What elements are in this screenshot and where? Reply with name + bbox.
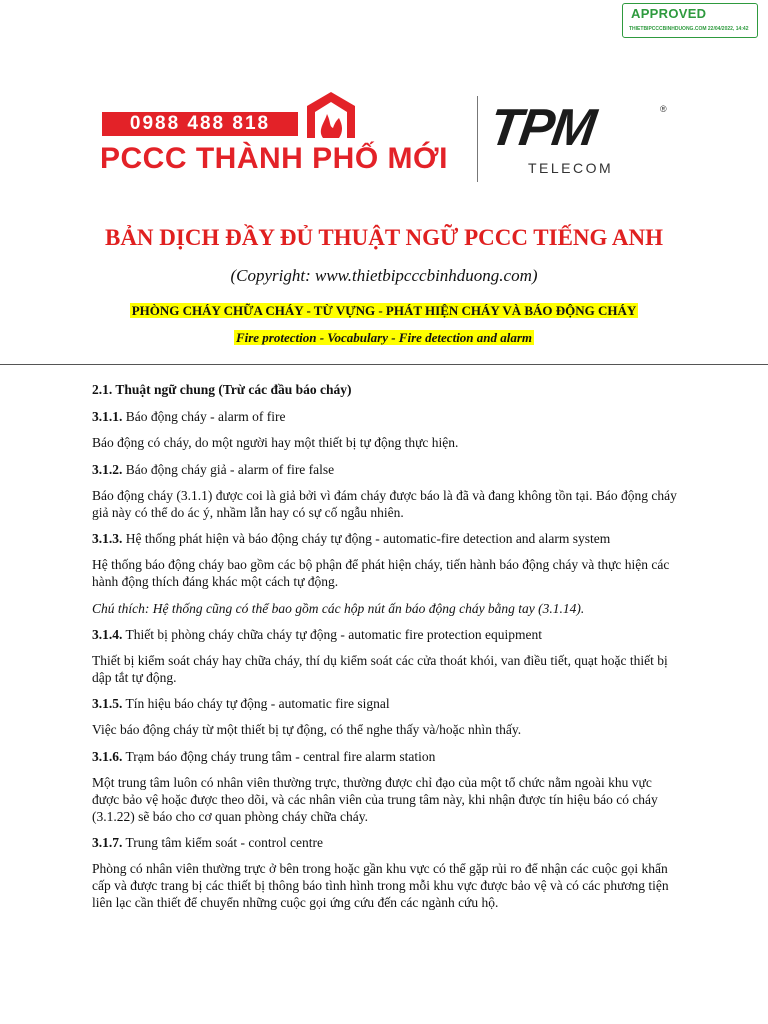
definition-3-1-4: Thiết bị kiểm soát cháy hay chữa cháy, thí dụ kiểm soát các cửa thoát khói, van điều tiết, quạt hoặc thiết bị dập tắt tự động.: [92, 653, 668, 685]
term-3-1-5: [92, 695, 680, 712]
definition-3-1-3: Hệ thống báo động cháy bao gồm các bộ phận để phát hiện cháy, tiến hành báo động cháy và thực hiện các hành động thích đáng khác một cách tự động.: [92, 557, 670, 589]
term-3-1-3: [92, 530, 680, 547]
term-number: 3.1.7.: [92, 835, 123, 850]
term-number: 3.1.2.: [92, 462, 123, 477]
highlight-english: [0, 330, 768, 346]
registered-mark: ®: [660, 104, 667, 114]
highlight-vietnamese-text: PHÒNG CHÁY CHỮA CHÁY - TỪ VỰNG - PHÁT HIỆN CHÁY VÀ BÁO ĐỘNG CHÁY: [131, 303, 637, 318]
highlight-english-text: Fire protection - Vocabulary - Fire detection and alarm: [235, 330, 533, 345]
tpm-logo: [485, 99, 673, 184]
stamp-title: APPROVED: [631, 6, 707, 21]
definition-3-1-5: Việc báo động cháy từ một thiết bị tự động, có thể nghe thấy và/hoặc nhìn thấy.: [92, 722, 522, 737]
telecom-label: TELECOM: [528, 160, 614, 176]
section-heading-text: 2.1. Thuật ngữ chung (Trừ các đầu báo cháy): [92, 382, 352, 397]
highlight-vietnamese: [0, 303, 768, 319]
pccc-logo: [100, 92, 470, 187]
copyright-line: (Copyright: www.thietbipcccbinhduong.com): [230, 266, 538, 285]
term-3-1-7: [92, 834, 680, 851]
term-number: 3.1.1.: [92, 409, 123, 424]
stamp-subtitle: THIETBIPCCCBINHDUONG.COM 22/04/2022, 14:42: [629, 26, 749, 32]
definition-3-1-2: Báo động cháy (3.1.1) được coi là giả bởi vì đám cháy được báo là đã và đang không tồn tại. Báo động cháy giả này có thể do ác ý, nhầm lẫn hay có sự cố ngẫu nhiên.: [92, 488, 677, 520]
term-title: Báo động cháy giả - alarm of fire false: [122, 462, 335, 477]
term-3-1-6: [92, 748, 680, 765]
term-title: Trung tâm kiểm soát - control centre: [122, 835, 323, 850]
definition-3-1-7: Phòng có nhân viên thường trực ở bên trong hoặc gần khu vực có thể gặp rủi ro để nhận các cuộc gọi khẩn cấp và được trang bị các thiết bị thông báo tình hình trong mỗi khu vực được bảo vệ và có các phương tiện liên lạc cần thiết để chuyển những cuộc gọi ứng cứu đến các ngành cứu hộ.: [92, 861, 669, 910]
term-number: 3.1.3.: [92, 531, 123, 546]
definition-3-1-6: Một trung tâm luôn có nhân viên thường trực, thường được chỉ đạo của một tổ chức nằm ngoài khu vực được bảo vệ hoặc được theo dõi, và các nhân viên của trung tâm này, khi nhận được tín hiệu báo có cháy (3.1.22) sẽ báo cho cơ quan phòng cháy chữa cháy.: [92, 775, 658, 824]
approved-stamp: [622, 3, 758, 38]
term-title: Tín hiệu báo cháy tự động - automatic fire signal: [122, 696, 390, 711]
note-3-1-3: Chú thích: Hệ thống cũng có thể bao gồm các hộp nút ấn báo động cháy bằng tay (3.1.14).: [92, 601, 585, 616]
term-3-1-4: [92, 626, 680, 643]
term-title: Thiết bị phòng cháy chữa cháy tự động - automatic fire protection equipment: [122, 627, 543, 642]
flame-icon: [303, 92, 359, 138]
logo-divider: [477, 96, 478, 182]
company-name: PCCC THÀNH PHỐ MỚI: [100, 142, 448, 175]
term-title: Trạm báo động cháy trung tâm - central fire alarm station: [122, 749, 436, 764]
term-3-1-1: [92, 408, 680, 425]
term-number: 3.1.5.: [92, 696, 123, 711]
term-title: Báo động cháy - alarm of fire: [122, 409, 286, 424]
document-title: BẢN DỊCH ĐẦY ĐỦ THUẬT NGỮ PCCC TIẾNG ANH: [104, 225, 664, 250]
term-3-1-2: [92, 461, 680, 478]
definition-3-1-1: Báo động có cháy, do một người hay một thiết bị tự động thực hiện.: [92, 435, 459, 450]
phone-number: 0988 488 818: [102, 112, 298, 136]
term-number: 3.1.4.: [92, 627, 123, 642]
tpm-wordmark: TPM: [485, 99, 598, 157]
section-heading: [92, 381, 680, 398]
term-title: Hệ thống phát hiện và báo động cháy tự động - automatic-fire detection and alarm system: [122, 531, 611, 546]
term-number: 3.1.6.: [92, 749, 123, 764]
horizontal-divider: [0, 364, 768, 365]
